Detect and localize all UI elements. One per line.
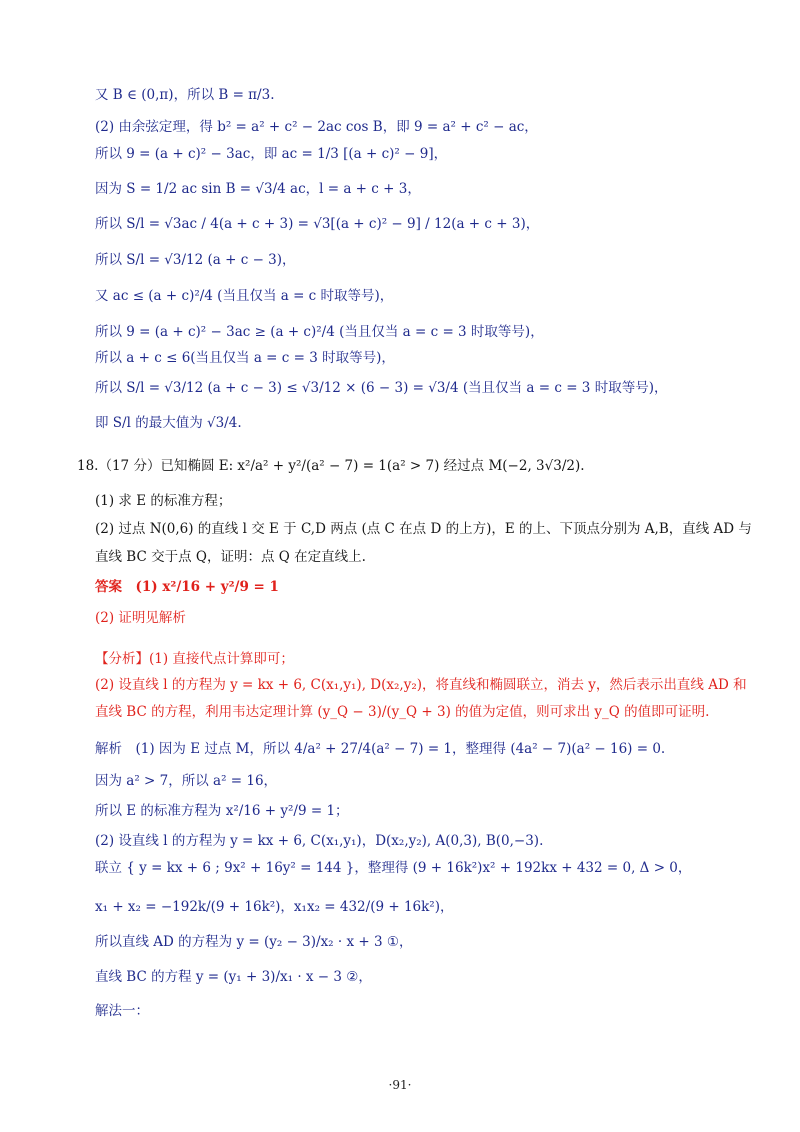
text-line: 所以 S/l = √3/12 (a + c − 3)， bbox=[95, 252, 296, 268]
question-part: (1) 求 E 的标准方程； bbox=[95, 493, 232, 509]
solution-line: 直线 BC 的方程 y = (y₁ + 3)/x₁ · x − 3 ②， bbox=[95, 969, 372, 985]
solution-line: 解析 (1) 因为 E 过点 M，所以 4/a² + 27/4(a² − 7) = 1，整理得 (4a² − 7)(a² − 16) = 0. bbox=[95, 741, 666, 757]
answer-line: 答案 (1) x²/16 + y²/9 = 1 bbox=[95, 579, 279, 595]
solution-line: (2) 设直线 l 的方程为 y = kx + 6, C(x₁,y₁)，D(x₂,y₂), A(0,3), B(0,−3). bbox=[95, 833, 544, 849]
solution-line: 所以 E 的标准方程为 x²/16 + y²/9 = 1； bbox=[95, 803, 349, 819]
text-line: 即 S/l 的最大值为 √3/4. bbox=[95, 415, 242, 431]
page-number: ·91· bbox=[388, 1078, 412, 1092]
question-part: 直线 BC 交于点 Q，证明：点 Q 在定直线上. bbox=[95, 549, 366, 565]
solution-line: 联立 { y = kx + 6 ; 9x² + 16y² = 144 }，整理得 (9 + 16k²)x² + 192kx + 432 = 0, Δ > 0， bbox=[95, 860, 692, 876]
analysis-line: 【分析】(1) 直接代点计算即可； bbox=[95, 651, 294, 667]
solution-line: 因为 a² > 7，所以 a² = 16， bbox=[95, 773, 278, 789]
text-line: 因为 S = 1/2 ac sin B = √3/4 ac，l = a + c + 3， bbox=[95, 181, 421, 197]
text-line: 又 B ∈ (0,π)，所以 B = π/3. bbox=[95, 87, 275, 103]
text-line: 又 ac ≤ (a + c)²/4 (当且仅当 a = c 时取等号)， bbox=[95, 288, 394, 304]
question-part: (2) 过点 N(0,6) 的直线 l 交 E 于 C,D 两点 (点 C 在点 D 的上方)，E 的上、下顶点分别为 A,B，直线 AD 与 bbox=[95, 521, 752, 537]
solution-line: 解法一： bbox=[95, 1003, 149, 1019]
question-stem: 18.（17 分）已知椭圆 E: x²/a² + y²/(a² − 7) = 1(a² > 7) 经过点 M(−2, 3√3/2). bbox=[77, 458, 585, 474]
solution-line: x₁ + x₂ = −192k/(9 + 16k²)，x₁x₂ = 432/(9 + 16k²)， bbox=[95, 899, 454, 915]
analysis-line: 直线 BC 的方程，利用韦达定理计算 (y_Q − 3)/(y_Q + 3) 的值为定值，则可求出 y_Q 的值即可证明. bbox=[95, 704, 710, 720]
text-line: (2) 由余弦定理，得 b² = a² + c² − 2ac cos B，即 9 = a² + c² − ac， bbox=[95, 119, 538, 135]
text-line: 所以 9 = (a + c)² − 3ac，即 ac = 1/3 [(a + c)² − 9]， bbox=[95, 146, 448, 162]
analysis-line: (2) 设直线 l 的方程为 y = kx + 6, C(x₁,y₁), D(x₂,y₂)，将直线和椭圆联立，消去 y，然后表示出直线 AD 和 bbox=[95, 677, 747, 693]
text-line: 所以 a + c ≤ 6(当且仅当 a = c = 3 时取等号)， bbox=[95, 350, 395, 366]
text-line: 所以 S/l = √3ac / 4(a + c + 3) = √3[(a + c)² − 9] / 12(a + c + 3)， bbox=[95, 216, 540, 232]
text-line: 所以 S/l = √3/12 (a + c − 3) ≤ √3/12 × (6 − 3) = √3/4 (当且仅当 a = c = 3 时取等号)， bbox=[95, 380, 668, 396]
solution-line: 所以直线 AD 的方程为 y = (y₂ − 3)/x₂ · x + 3 ①， bbox=[95, 934, 413, 950]
text-line: 所以 9 = (a + c)² − 3ac ≥ (a + c)²/4 (当且仅当 a = c = 3 时取等号)， bbox=[95, 324, 544, 340]
answer-line: (2) 证明见解析 bbox=[95, 610, 186, 626]
